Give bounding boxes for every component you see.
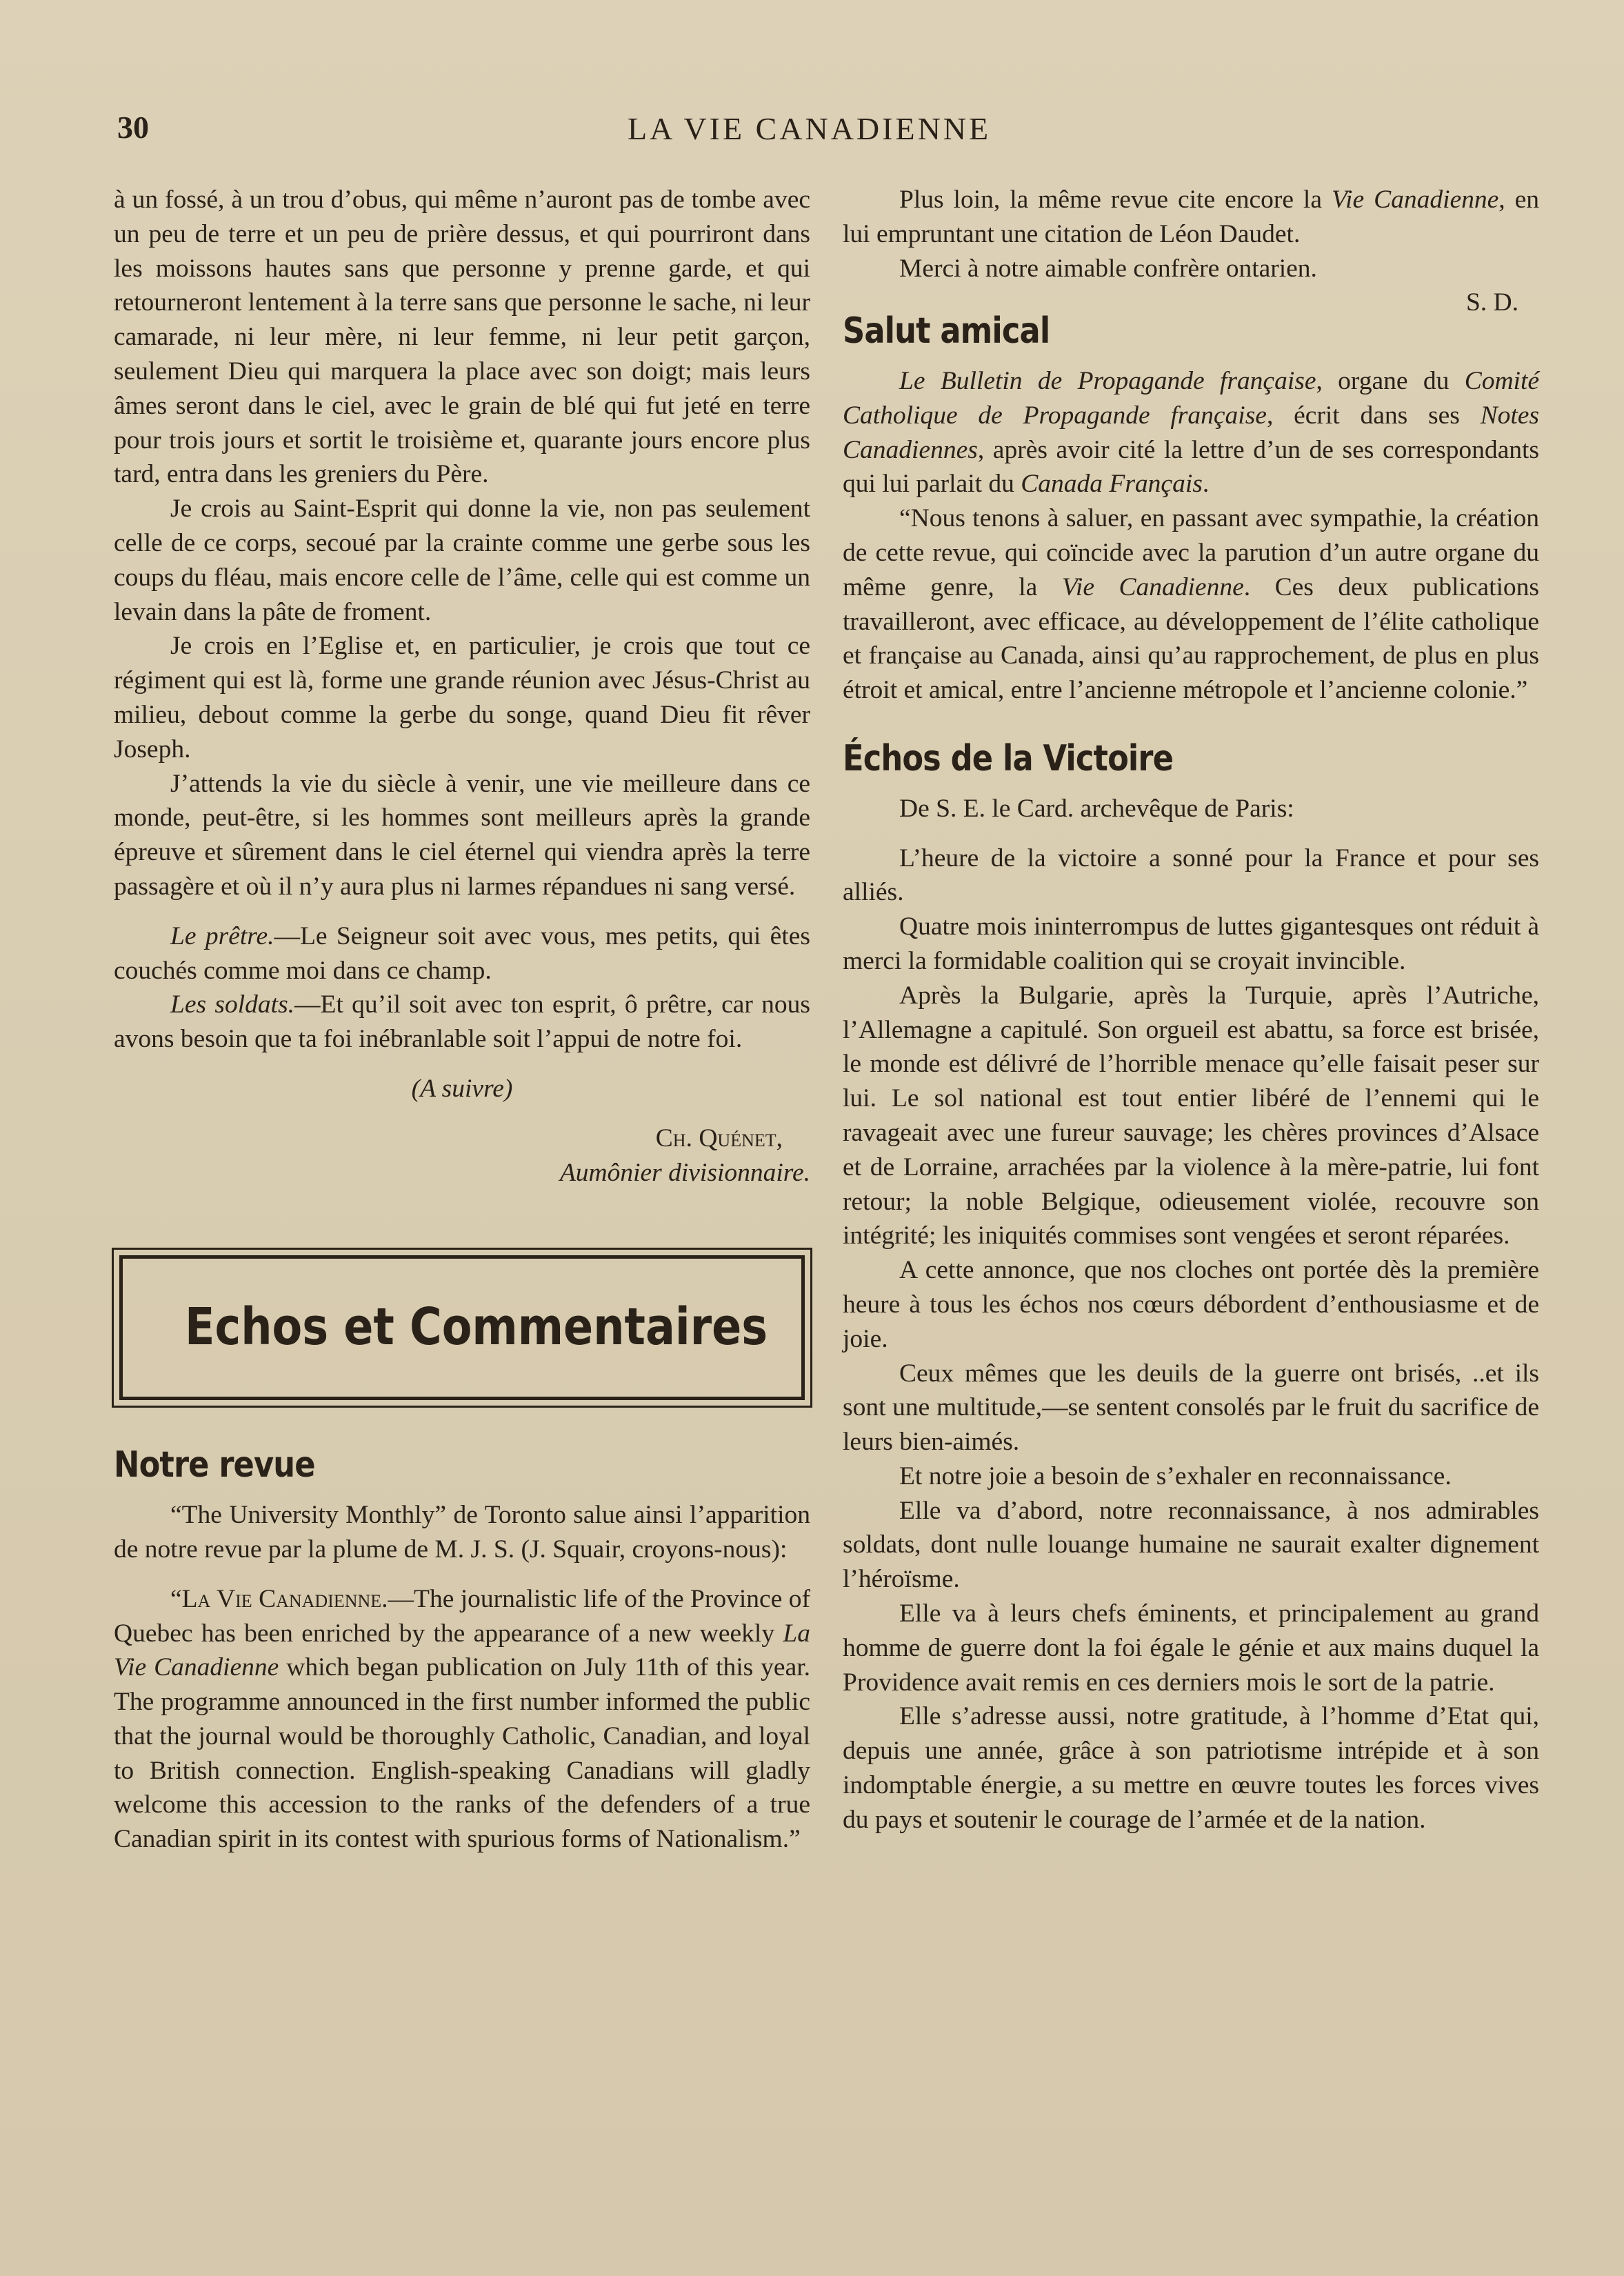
heading-salut-amical: Salut amical [843,310,1050,352]
paragraph: Le prêtre.—Le Seigneur soit avec vous, mes petits, qui êtes couchés comme moi dans ce champ. [114,921,810,985]
paragraph: Les soldats.—Et qu’il soit avec ton esprit, ô prêtre, car nous avons besoin que ta foi inébranlable soit l’appui de notre foi. [114,990,810,1054]
paragraph: Ceux mêmes que les deuils de la guerre ont brisés, ..et ils sont une multitude,—se sentent consolés par le fruit du sacrifice de leurs bien-aimés. [843,1359,1539,1457]
paragraph: à un fossé, à un trou d’obus, qui même n’auront pas de tombe avec un peu de terre et un peu de prière dessus, et qui pourriront dans les moissons hautes sans que personne y prenne garde, et qui retourneront lentement à la terre sans que personne le sache, ni leur camarade, ni leur mère, ni leur femme, ni leur petit garçon, seulement Dieu qui marquera la place avec son doigt; mais leurs âmes seront dans le ciel, avec le grain de blé qui fut jeté en terre pour trois jours et sortit le troisième et, quarante jours encore plus tard, entra dans les greniers du Père. [114,186,810,489]
paragraph: “La Vie Canadienne.—The journalistic life of the Province of Quebec has been enriched by the appearance of a new weekly La Vie Canadienne which began publication on July 11th of this year. The programme announced in the first number informed the public that the journal would be thoroughly Catholic, Canadian, and loyal to British connection. English-speaking Canadians will gladly welcome this accession to the ranks of the defenders of a true Canadian spirit in its contest with spurious forms of Nationalism.” [114,1584,811,1854]
paragraph: Plus loin, la même revue cite encore la Vie Canadienne, en lui empruntant une citation de Léon Daudet. [843,186,1540,248]
paragraph: Merci à notre aimable confrère ontarien. [899,254,1317,283]
continued-note: (A suivre) [411,1074,513,1103]
heading-echos-victoire: Échos de la Victoire [843,737,1174,779]
journal-title: LA VIE CANADIENNE [628,111,992,146]
paragraph: Je crois en l’Eglise et, en particulier, je crois que tout ce régiment qui est là, forme une grande réunion avec Jésus-Christ au milieu, debout comme la gerbe du songe, quand Dieu fit rêver Joseph. [114,632,810,763]
right-column [843,183,1539,1837]
heading-notre-revue: Notre revue [114,1444,315,1486]
paragraph: Quatre mois ininterrompus de luttes gigantesques ont réduit à merci la formidable coalition qui se croyait invincible. [843,912,1539,975]
author-title: Aumônier divisionnaire. [559,1158,810,1187]
paragraph: Elle va à leurs chefs éminents, et principalement au grand homme de guerre dont la foi égale le génie et aux mains duquel la Providence avait remis en ces derniers mois le sort de la patrie. [843,1599,1539,1697]
paragraph: A cette annonce, que nos cloches ont portée dès la première heure à tous les échos nos cœurs débordent d’enthousiasme et de joie. [843,1256,1539,1353]
paragraph: “Nous tenons à saluer, en passant avec sympathie, la création de cette revue, qui coïncide avec la parution d’un autre organe du même genre, la Vie Canadienne. Ces deux publications travailleront, avec efficace, au développement de l’élite catholique et française au Canada, ainsi qu’au rapprochement, de plus en plus étroit et amical, entre l’ancienne métropole et l’ancienne colonie.” [843,504,1540,705]
paragraph: Elle s’adresse aussi, notre gratitude, à l’homme d’Etat qui, depuis une année, grâce à son patriotisme intrépide et à son indomptable énergie, a su mettre en œuvre toutes les forces vives du pays et soutenir le courage de l’armée et de la nation. [843,1702,1539,1834]
paragraph: Je crois au Saint-Esprit qui donne la vie, non pas seulement celle de ce corps, secoué par la crainte comme une gerbe sous les coups du fléau, mais encore celle de l’âme, celle qui est comme un levain dans la pâte de froment. [114,495,810,626]
section-title: Echos et Commentaires [185,1297,768,1357]
author-name: Ch. Quénet, [655,1124,783,1152]
paragraph: L’heure de la victoire a sonné pour la France et pour ses alliés. [843,843,1539,907]
paragraph: Après la Bulgarie, après la Turquie, après l’Autriche, l’Allemagne a capitulé. Son orgueil est abattu, sa force est brisée, le monde est délivré de l’horrible menace qu’elle faisait peser sur lui. Le sol national est tout entier libéré de l’ennemi qui le ravageait avec une fureur sauvage; les chères provinces d’Alsace et de Lorraine, arrachées par la violence à la mère-patrie, lui font retour; la noble Belgique, odieusement violée, recouvre son intégrité; les iniquités commises sont vengées et seront réparées. [843,981,1539,1250]
speaker-soldiers: Les soldats. [170,990,295,1019]
signature-initials: S. D. [1465,288,1518,317]
section-title-box [119,1255,805,1400]
speaker-priest: Le prêtre. [170,921,274,950]
paragraph: De S. E. le Card. archevêque de Paris: [899,794,1294,823]
running-header [117,103,1517,159]
paragraph: Et notre joie a besoin de s’exhaler en reconnaissance. [899,1461,1452,1490]
paragraph: “The University Monthly” de Toronto salue ainsi l’apparition de notre revue par la plume de M. J. S. (J. Squair, croyons-nous): [114,1501,810,1564]
left-column [114,183,810,1857]
paragraph: Le Bulletin de Propagande française, organe du Comité Catholique de Propagande française, écrit dans ses Notes Canadiennes, après avoir cité la lettre d’un de ses correspondants qui lui parlait du Canada Français. [843,366,1540,499]
page-number: 30 [117,110,149,145]
paragraph: J’attends la vie du siècle à venir, une vie meilleure dans ce monde, peut-être, si les hommes sont meilleurs après la grande épreuve et sûrement dans le ciel éternel qui viendra après la terre passagère et où il n’y aura plus ni larmes répandues ni sang versé. [114,769,810,901]
paragraph: Elle va d’abord, notre reconnaissance, à nos admirables soldats, dont nulle louange humaine ne saurait exalter dignement l’héroïsme. [843,1496,1539,1594]
